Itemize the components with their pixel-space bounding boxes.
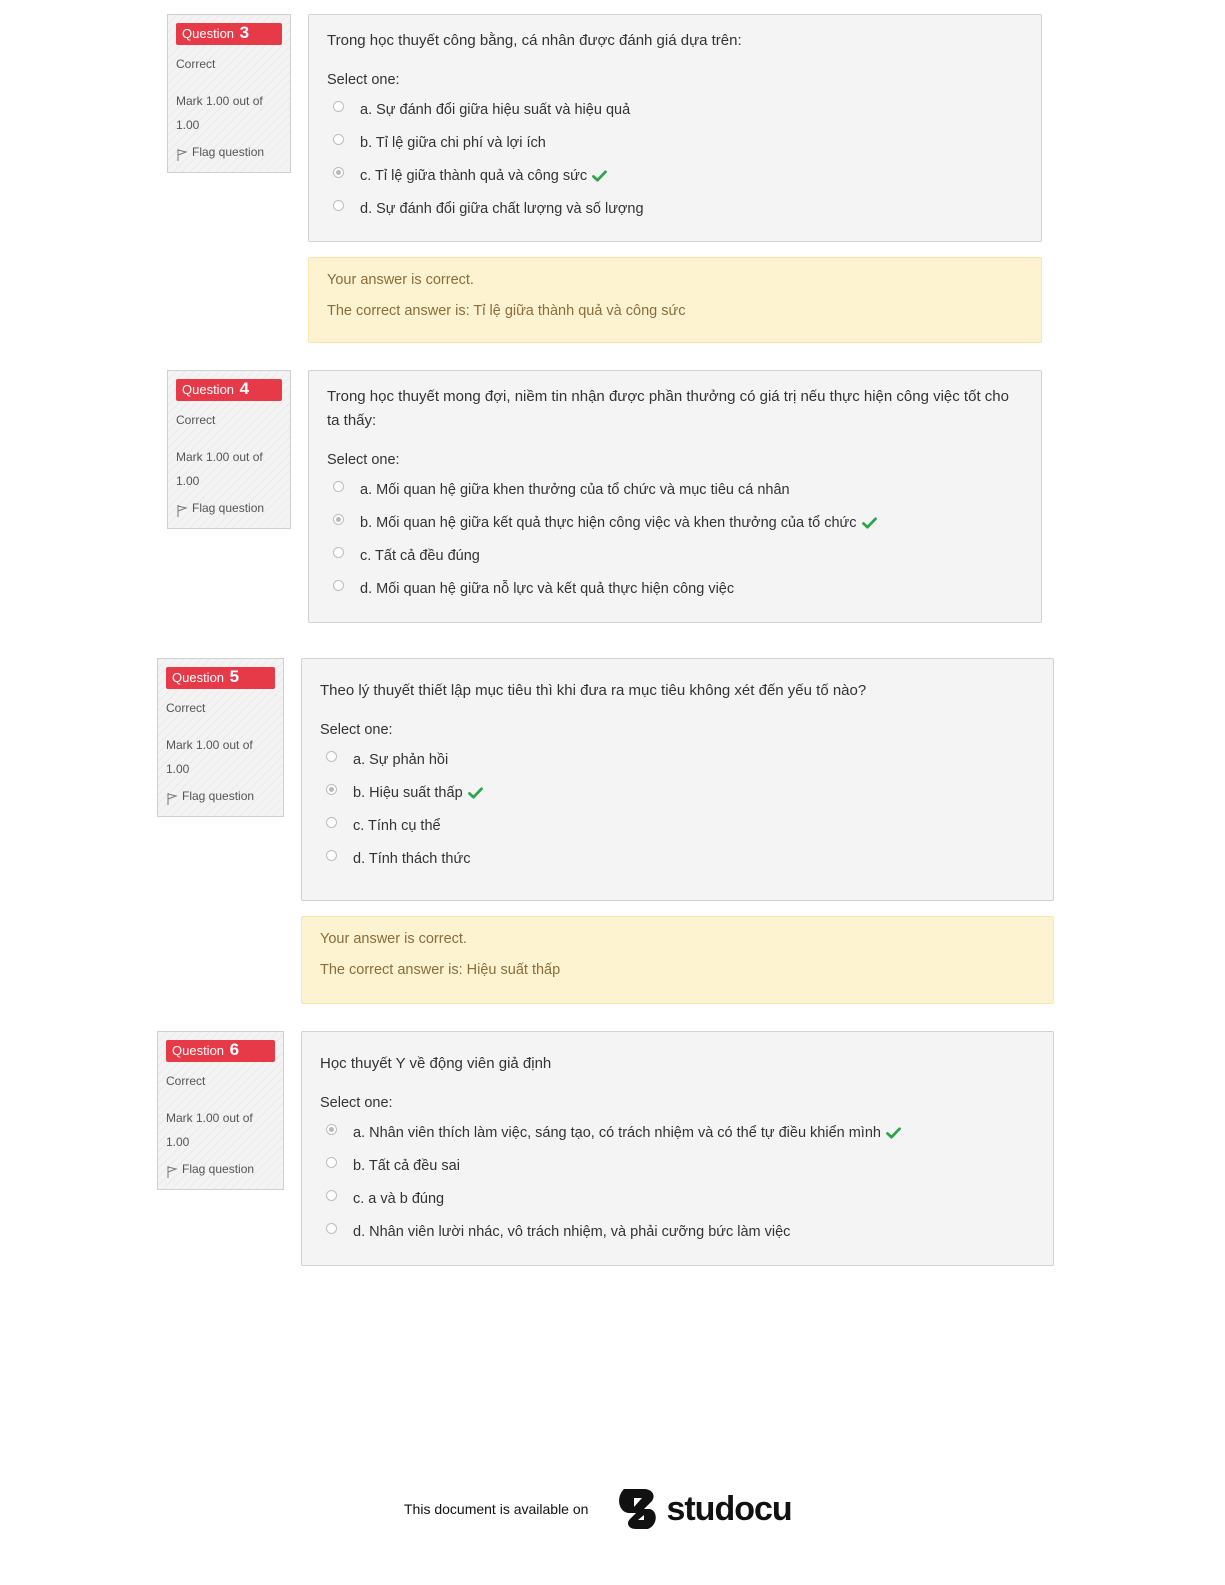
question-number: 3 xyxy=(239,23,250,42)
flag-question-label: Flag question xyxy=(192,145,265,159)
question-state: Correct xyxy=(176,413,216,427)
radio-button[interactable] xyxy=(333,580,344,591)
question-info xyxy=(167,370,291,529)
answer-option[interactable] xyxy=(320,1182,1035,1215)
radio-button[interactable] xyxy=(333,481,344,492)
option-label: c. a và b đúng xyxy=(353,1190,445,1207)
question-number-badge: Question 6 xyxy=(166,1040,275,1062)
answer-option[interactable] xyxy=(320,743,1035,776)
option-label: d. Nhân viên lười nhác, vô trách nhiệm, và phải cưỡng bức làm việc xyxy=(353,1223,791,1240)
feedback-correct-answer: The correct answer is: Hiệu suất thấp xyxy=(320,962,561,978)
select-one-prompt: Select one: xyxy=(327,452,400,468)
question-info xyxy=(167,14,291,173)
radio-button[interactable] xyxy=(326,817,337,828)
radio-button[interactable] xyxy=(326,1157,337,1168)
option-label: c. Tỉ lệ giữa thành quả và công sức xyxy=(360,167,588,184)
option-label: c. Tính cụ thể xyxy=(353,817,441,834)
answer-options xyxy=(327,93,1023,225)
question-grade: Mark 1.00 out of 1.00 xyxy=(176,94,263,132)
option-label: a. Mối quan hệ giữa khen thưởng của tổ chức và mục tiêu cá nhân xyxy=(360,481,790,498)
question-grade: Mark 1.00 out of 1.00 xyxy=(166,1111,253,1149)
question-number: 4 xyxy=(239,379,250,398)
question-text: Học thuyết Y về động viên giả định xyxy=(320,1055,552,1072)
option-label: b. Tất cả đều sai xyxy=(353,1157,460,1174)
radio-button-selected[interactable] xyxy=(333,514,344,525)
option-label: b. Hiệu suất thấp xyxy=(353,784,463,801)
feedback-result: Your answer is correct. xyxy=(327,272,474,288)
question-grade: Mark 1.00 out of 1.00 xyxy=(176,450,263,488)
radio-button-selected[interactable] xyxy=(333,167,344,178)
studocu-wordmark: studocu xyxy=(666,1489,792,1528)
feedback-correct-answer: The correct answer is: Tỉ lệ giữa thành quả và công sức xyxy=(327,303,686,319)
select-one-prompt: Select one: xyxy=(320,1095,393,1111)
option-label: d. Sự đánh đổi giữa chất lượng và số lượng xyxy=(360,200,644,217)
flag-question-label: Flag question xyxy=(192,501,265,515)
question-info xyxy=(157,658,284,817)
option-label: a. Nhân viên thích làm việc, sáng tạo, có trách nhiệm và có thể tự điều khiển mình xyxy=(353,1124,881,1141)
answer-option[interactable] xyxy=(327,572,1023,605)
question-state: Correct xyxy=(166,1074,206,1088)
answer-option[interactable] xyxy=(327,93,1023,126)
radio-button-selected[interactable] xyxy=(326,1124,337,1135)
answer-option[interactable] xyxy=(327,192,1023,225)
radio-button-selected[interactable] xyxy=(326,784,337,795)
studocu-logo-icon xyxy=(614,1485,660,1533)
radio-button[interactable] xyxy=(326,1190,337,1201)
radio-button[interactable] xyxy=(333,101,344,112)
answer-option[interactable] xyxy=(320,1149,1035,1182)
flag-question-link[interactable] xyxy=(166,1162,275,1179)
question-state: Correct xyxy=(166,701,206,715)
answer-option[interactable] xyxy=(327,539,1023,572)
flag-question-label: Flag question xyxy=(182,789,255,803)
option-label: a. Sự phản hồi xyxy=(353,751,449,768)
answer-feedback xyxy=(301,916,1054,1004)
question-number: 6 xyxy=(229,1040,240,1059)
answer-option[interactable] xyxy=(320,1116,1035,1149)
question-number-badge: Question 4 xyxy=(176,379,282,401)
flag-icon xyxy=(166,1165,178,1179)
answer-option[interactable] xyxy=(320,842,1035,875)
question-number-badge: Question 3 xyxy=(176,23,282,45)
answer-options xyxy=(320,743,1035,875)
question-formulation xyxy=(301,1031,1054,1266)
answer-option[interactable] xyxy=(320,809,1035,842)
option-label: b. Tỉ lệ giữa chi phí và lợi ích xyxy=(360,134,546,151)
radio-button[interactable] xyxy=(326,1223,337,1234)
flag-icon xyxy=(176,504,188,518)
studocu-logo[interactable] xyxy=(614,1485,791,1533)
question-formulation xyxy=(301,658,1054,901)
question-text: Trong học thuyết công bằng, cá nhân được đánh giá dựa trên: xyxy=(327,32,742,49)
radio-button[interactable] xyxy=(326,850,337,861)
correct-check-icon xyxy=(468,787,483,799)
correct-check-icon xyxy=(592,170,607,182)
answer-option[interactable] xyxy=(327,159,1023,192)
flag-question-link[interactable] xyxy=(166,789,275,806)
flag-question-link[interactable] xyxy=(176,501,282,518)
answer-option[interactable] xyxy=(320,1215,1035,1248)
option-label: a. Sự đánh đổi giữa hiệu suất và hiệu quả xyxy=(360,101,631,118)
answer-option[interactable] xyxy=(320,776,1035,809)
studocu-footer xyxy=(404,1485,792,1533)
flag-question-label: Flag question xyxy=(182,1162,255,1176)
radio-button[interactable] xyxy=(333,200,344,211)
correct-check-icon xyxy=(862,517,877,529)
question-state: Correct xyxy=(176,57,216,71)
feedback-result: Your answer is correct. xyxy=(320,931,467,947)
option-label: c. Tất cả đều đúng xyxy=(360,547,480,564)
select-one-prompt: Select one: xyxy=(327,72,400,88)
flag-icon xyxy=(176,148,188,162)
flag-icon xyxy=(166,792,178,806)
question-number-badge: Question 5 xyxy=(166,667,275,689)
flag-question-link[interactable] xyxy=(176,145,282,162)
question-formulation xyxy=(308,370,1042,623)
answer-feedback xyxy=(308,257,1042,343)
option-label: b. Mối quan hệ giữa kết quả thực hiện công việc và khen thưởng của tổ chức xyxy=(360,514,857,531)
answer-options xyxy=(327,473,1023,605)
footer-text: This document is available on xyxy=(404,1501,589,1517)
question-text: Trong học thuyết mong đợi, niềm tin nhận được phần thưởng có giá trị nếu thực hiện công việc tốt cho ta thấy: xyxy=(327,388,1009,429)
radio-button[interactable] xyxy=(326,751,337,762)
option-label: d. Mối quan hệ giữa nỗ lực và kết quả thực hiện công việc xyxy=(360,580,735,597)
radio-button[interactable] xyxy=(333,547,344,558)
select-one-prompt: Select one: xyxy=(320,722,393,738)
question-grade: Mark 1.00 out of 1.00 xyxy=(166,738,253,776)
answer-options xyxy=(320,1116,1035,1248)
option-label: d. Tính thách thức xyxy=(353,850,471,867)
question-number: 5 xyxy=(229,667,240,686)
answer-option[interactable] xyxy=(327,506,1023,539)
question-text: Theo lý thuyết thiết lập mục tiêu thì khi đưa ra mục tiêu không xét đến yếu tố nào? xyxy=(320,682,867,699)
radio-button[interactable] xyxy=(333,134,344,145)
answer-option[interactable] xyxy=(327,126,1023,159)
answer-option[interactable] xyxy=(327,473,1023,506)
question-info xyxy=(157,1031,284,1190)
correct-check-icon xyxy=(886,1127,901,1139)
question-formulation xyxy=(308,14,1042,242)
